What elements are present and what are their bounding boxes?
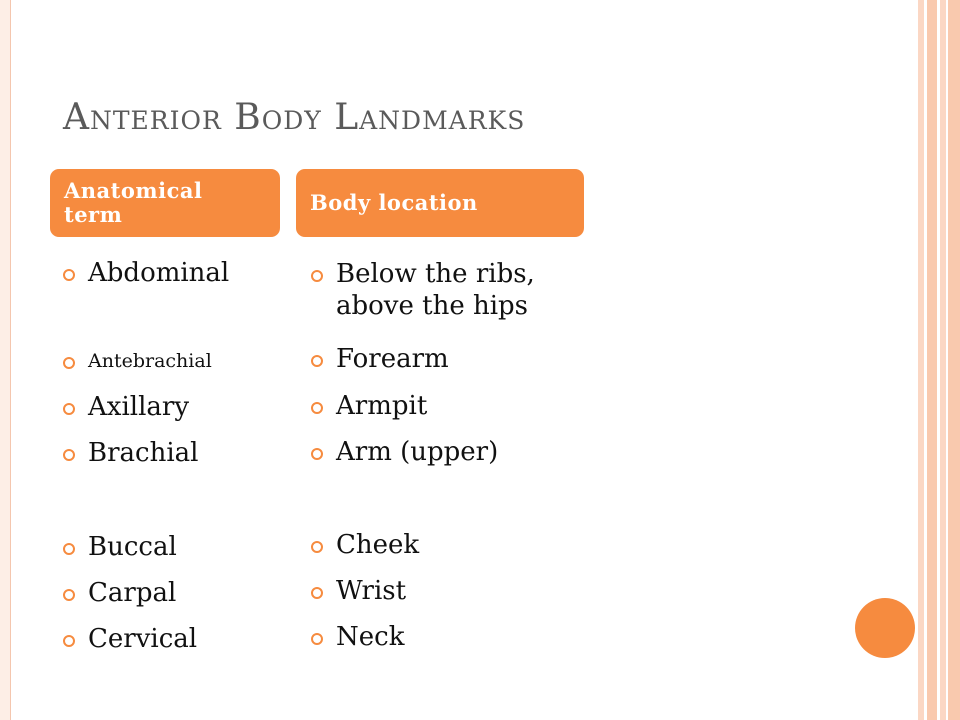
term-text: Abdominal <box>88 258 230 288</box>
term-text: Cervical <box>88 624 198 654</box>
bullet-icon <box>311 270 323 282</box>
location-text: Cheek <box>336 530 420 560</box>
term-text: Brachial <box>88 438 199 468</box>
location-text: Armpit <box>336 391 428 421</box>
bullet-icon <box>311 402 323 414</box>
left-border-stripe <box>0 0 11 720</box>
slide-title: Anterior Body Landmarks <box>63 97 526 138</box>
term-text: Carpal <box>88 578 177 608</box>
bullet-icon <box>311 587 323 599</box>
location-text: Wrist <box>336 576 407 606</box>
bullet-icon <box>311 541 323 553</box>
location-text: Below the ribs, above the hips <box>336 259 535 321</box>
term-text: Antebrachial <box>88 350 212 372</box>
header-anatomical-term <box>50 169 280 237</box>
term-text: Axillary <box>88 392 190 422</box>
term-text: Buccal <box>88 532 177 562</box>
bullet-icon <box>311 633 323 645</box>
bullet-icon <box>63 449 75 461</box>
bullet-icon <box>63 357 75 369</box>
location-text: Neck <box>336 622 405 652</box>
bullet-icon <box>311 355 323 367</box>
header-body-location-label: Body location <box>310 190 478 215</box>
bullet-icon <box>63 403 75 415</box>
location-text: Arm (upper) <box>336 437 499 467</box>
location-text: Forearm <box>336 344 449 374</box>
bullet-icon <box>311 448 323 460</box>
bullet-icon <box>63 589 75 601</box>
header-body-location <box>296 169 584 237</box>
right-decorative-stripes <box>918 0 960 720</box>
bullet-icon <box>63 635 75 647</box>
decorative-circle <box>855 598 915 658</box>
bullet-icon <box>63 269 75 281</box>
bullet-icon <box>63 543 75 555</box>
header-anatomical-term-label: Anatomical term <box>64 178 203 227</box>
